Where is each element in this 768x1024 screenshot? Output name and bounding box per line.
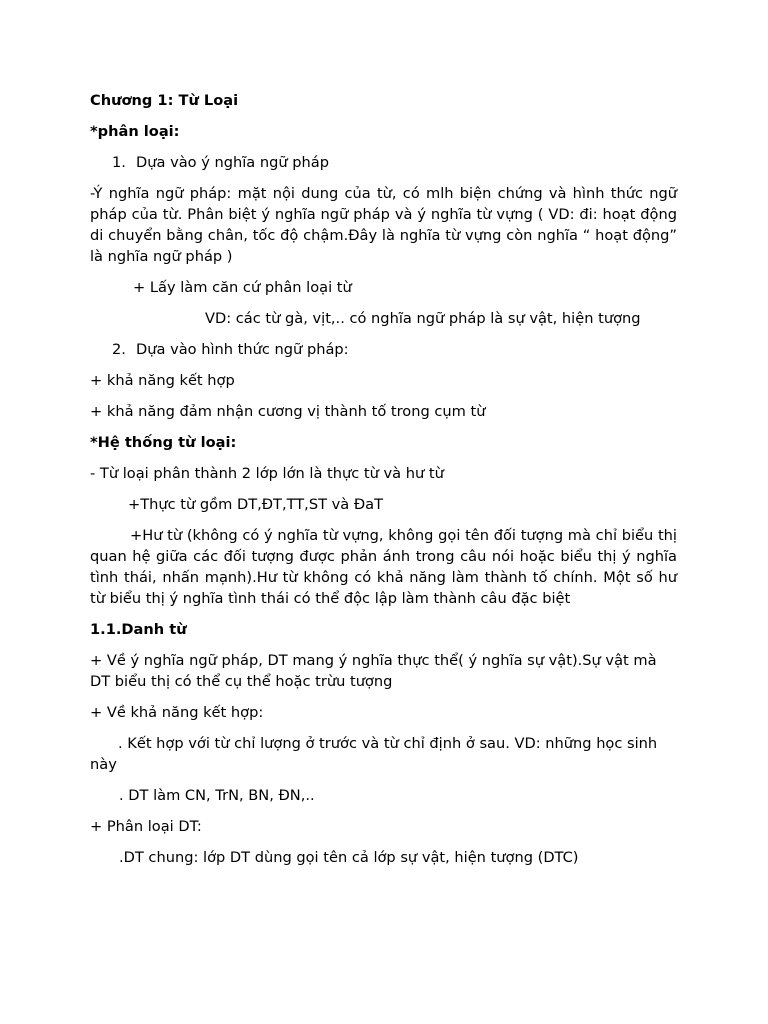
section-heading-noun: 1.1.Danh từ	[90, 621, 187, 638]
role-ability-line: + khả năng đảm nhận cương vị thành tố trong cụm từ	[90, 403, 486, 420]
noun-common-line: .DT chung: lớp DT dùng gọi tên cả lớp sự vật, hiện tượng (DTC)	[119, 849, 579, 866]
section-heading-classification: *phân loại:	[90, 123, 180, 140]
content-words-line: +Thực từ gồm DT,ĐT,TT,ST và ĐaT	[128, 496, 384, 513]
list-text: Dựa vào ý nghĩa ngữ pháp	[136, 154, 330, 171]
section-heading-system: *Hệ thống từ loại:	[90, 434, 237, 451]
noun-meaning-paragraph: + Về ý nghĩa ngữ pháp, DT mang ý nghĩa thực thể( ý nghĩa sự vật).Sự vật mà DT biểu thị có thể cụ thể hoặc trừu tượng	[90, 652, 657, 690]
combine-ability-line: + khả năng kết hợp	[90, 372, 235, 389]
list-number: 1.	[112, 154, 126, 171]
noun-combination-line: + Về khả năng kết hợp:	[90, 704, 264, 721]
list-number: 2.	[112, 341, 126, 358]
list-text: Dựa vào hình thức ngữ pháp:	[136, 341, 349, 358]
function-words-paragraph: +Hư từ (không có ý nghĩa từ vựng, không gọi tên đối tượng mà chỉ biểu thị quan hệ giữa các đối tượng được phản ánh trong câu nói hoặc biểu thị ý nghĩa tình thái, nhấn mạnh).Hư từ không có khả năng làm thành tố chính. Một số hư từ biểu thị ý nghĩa tình thái có thể độc lập làm thành câu đặc biệt	[90, 527, 677, 607]
example-line: VD: các từ gà, vịt,.. có nghĩa ngữ pháp là sự vật, hiện tượng	[205, 310, 641, 327]
system-line: - Từ loại phân thành 2 lớp lớn là thực từ và hư từ	[90, 465, 444, 482]
noun-combination-detail: . Kết hợp với từ chỉ lượng ở trước và từ chỉ định ở sau. VD: những học sinh này	[90, 735, 658, 773]
document-page	[90, 90, 677, 878]
chapter-title: Chương 1: Từ Loại	[90, 92, 239, 109]
numbered-item-2	[90, 339, 677, 360]
paragraph-grammar-meaning: -Ý nghĩa ngữ pháp: mặt nội dung của từ, có mlh biện chứng và hình thức ngữ pháp của từ. Phân biệt ý nghĩa ngữ pháp và ý nghĩa từ vựng ( VD: đi: hoạt động di chuyển bằng chân, tốc độ chậm.Đây là nghĩa từ vựng còn nghĩa “ hoạt động” là nghĩa ngữ pháp )	[90, 185, 677, 265]
numbered-item-1	[90, 152, 677, 173]
noun-roles-line: . DT làm CN, TrN, BN, ĐN,..	[119, 787, 315, 804]
noun-classification-line: + Phân loại DT:	[90, 818, 202, 835]
basis-line: + Lấy làm căn cứ phân loại từ	[133, 279, 352, 296]
